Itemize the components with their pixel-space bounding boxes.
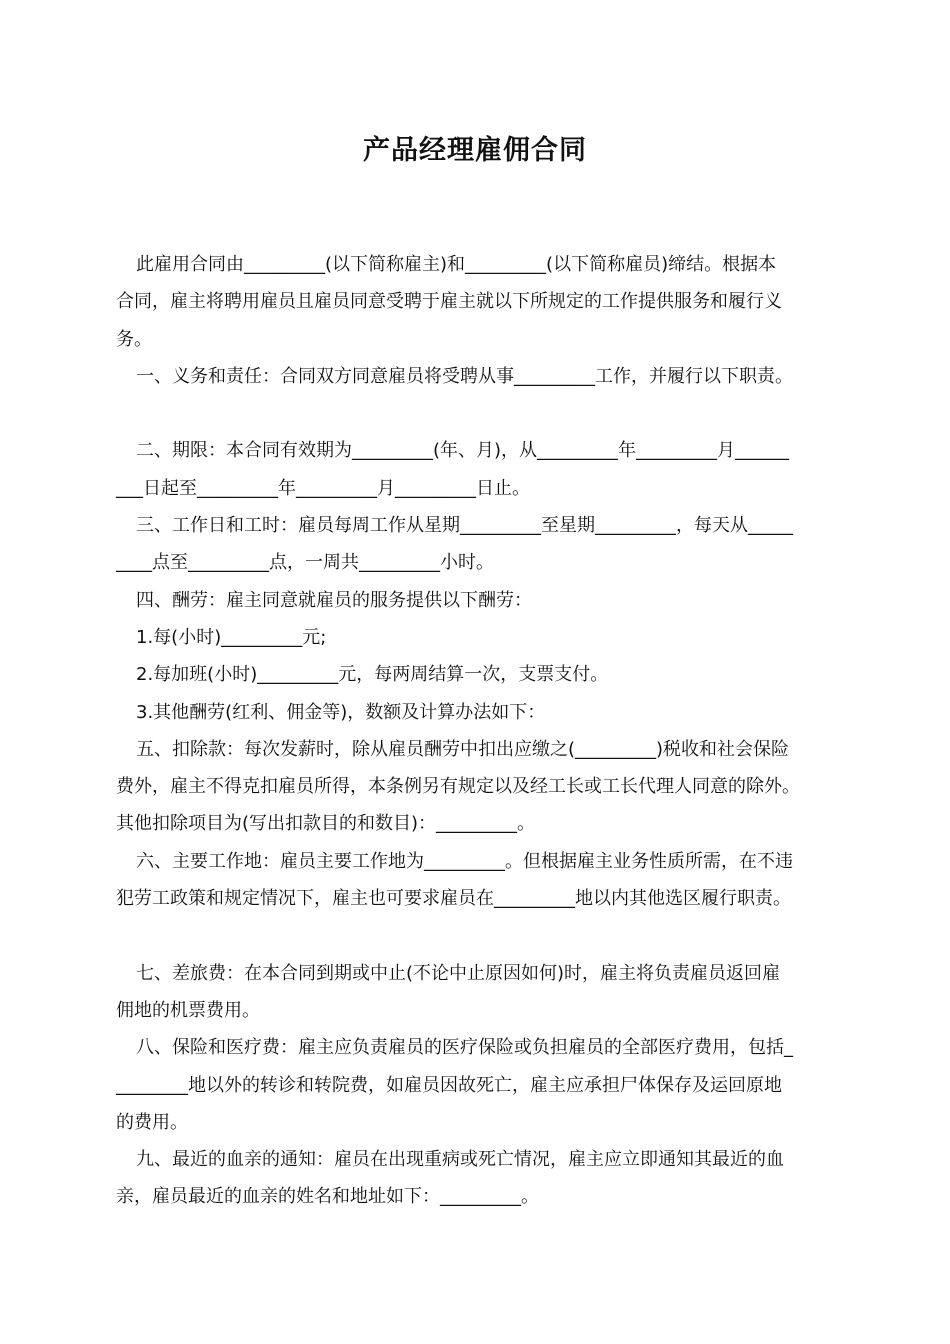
paragraph-line: ____点至_________点，一周共_________小时。 (116, 552, 494, 574)
paragraph-line: 二、期限：本合同有效期为_________(年、月)，从_________年_________月______ (136, 440, 790, 462)
paragraph-line: 七、差旅费：在本合同到期或中止(不论中止原因如何)时，雇主将负责雇员返回雇 (136, 962, 781, 984)
blank-line (116, 917, 840, 954)
paragraph-line: 此雇用合同由_________(以下简称雇主)和_________(以下简称雇员)缔结。根据本 (136, 254, 777, 275)
paragraph-line: 1.每(小时)_________元; (136, 626, 327, 648)
paragraph-line: 费外，雇主不得克扣雇员所得，本条例另有规定以及经工长或工长代理人同意的除外。 (116, 776, 800, 798)
paragraph-line: 2.每加班(小时)_________元，每两周结算一次，支票支付。 (136, 664, 609, 686)
paragraph-line: 四、酬劳：雇主同意就雇员的服务提供以下酬劳： (136, 589, 532, 611)
paragraph-line: 其他扣除项目为(写出扣款目的和数目)：_________。 (116, 813, 536, 835)
paragraph-line: 三、工作日和工时：雇员每周工作从星期_________至星期_________，每天从_____ (136, 515, 793, 537)
paragraph-line: 亲，雇员最近的血亲的姓名和地址如下：_________。 (116, 1186, 539, 1208)
paragraph-line: 的费用。 (116, 1111, 188, 1133)
blank-line (116, 395, 840, 432)
paragraph-line: 五、扣除款：每次发薪时，除从雇员酬劳中扣出应缴之(_________)税收和社会保险 (136, 738, 790, 760)
paragraph-line: 六、主要工作地：雇员主要工作地为_________。但根据雇主业务性质所需，在不违 (136, 850, 793, 872)
paragraph-line: 3.其他酬劳(红利、佣金等)，数额及计算办法如下： (136, 701, 546, 723)
document-body (116, 246, 840, 1216)
paragraph-line: 犯劳工政策和规定情况下，雇主也可要求雇员在_________地以内其他选区履行职责。 (116, 888, 791, 910)
paragraph-line: 务。 (116, 328, 152, 350)
paragraph-line: 八、保险和医疗费：雇主应负责雇员的医疗保险或负担雇员的全部医疗费用，包括_ (136, 1037, 793, 1059)
document-title: 产品经理雇佣合同 (363, 135, 587, 166)
paragraph-line: ___日起至_________年_________月_________日止。 (116, 477, 530, 499)
paragraph-line: 九、最近的血亲的通知：雇员在出现重病或死亡情况，雇主应立即通知其最近的血 (136, 1149, 784, 1171)
paragraph-line: 佣地的机票费用。 (116, 999, 260, 1021)
paragraph-line: 合同，雇主将聘用雇员且雇员同意受聘于雇主就以下所规定的工作提供服务和履行义 (116, 291, 782, 313)
paragraph-line: ________地以外的转诊和转院费，如雇员因故死亡，雇主应承担尸体保存及运回原地 (116, 1074, 782, 1096)
paragraph-line: 一、义务和责任：合同双方同意雇员将受聘从事_________工作，并履行以下职责。 (136, 365, 793, 387)
